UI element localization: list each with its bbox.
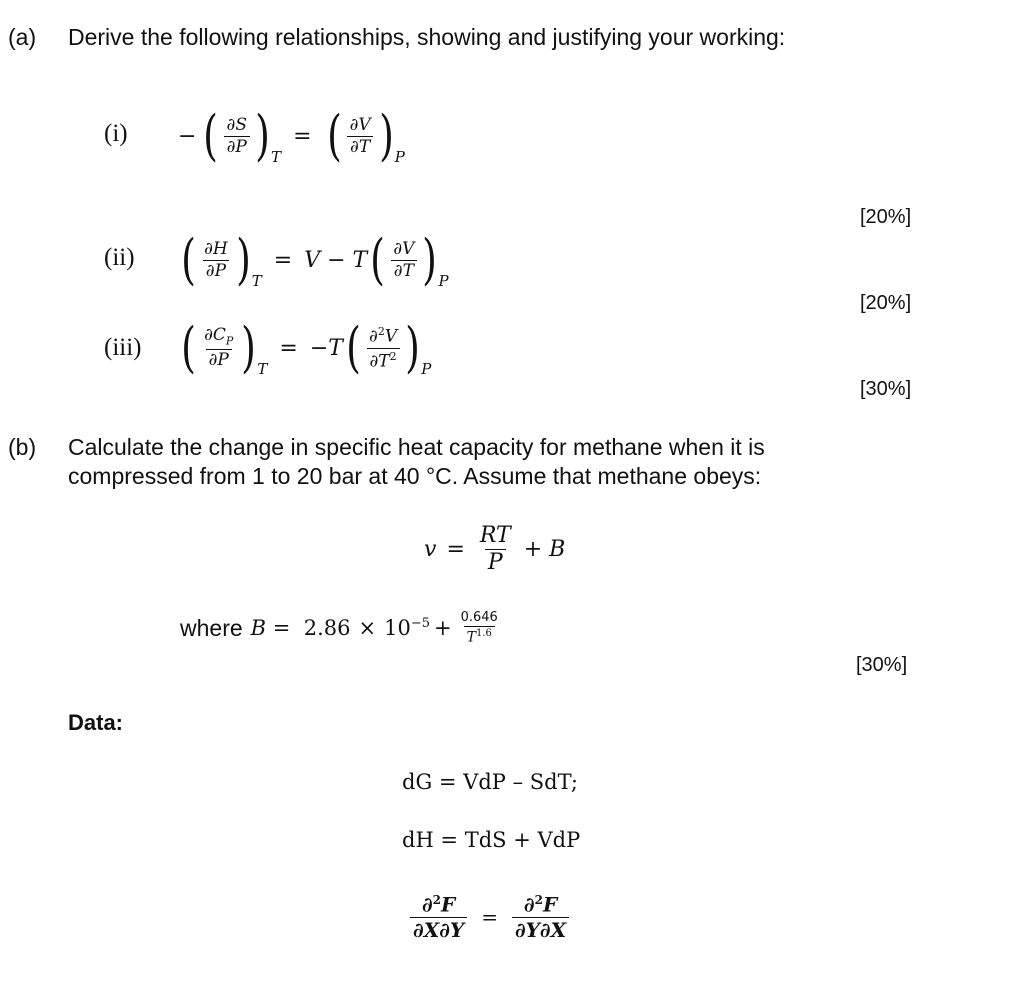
equation-iii: ( $\frac{\partial C_P}{\partial P}$ ) T = −T ( $\frac{\partial^2V}{\partial T^2}$ ) P <box>181 316 432 379</box>
item-i-label: (i) <box>104 120 128 147</box>
data-eq-enthalpy: dH = TdS + VdP <box>402 828 581 852</box>
data-eq-gibbs: dG = VdP – SdT; <box>402 770 578 794</box>
b-numerator: 0.646 <box>460 610 498 626</box>
data-heading: Data: <box>68 710 124 735</box>
where-label: where <box>180 614 243 641</box>
part-a-label: (a) <box>8 24 37 50</box>
equation-ii: ( $\frac{\partial H}{\partial P}$ ) T = V − T ( $\frac{\partial V}{\partial T}$ ) P <box>181 228 449 291</box>
item-ii-label: (ii) <box>104 244 135 271</box>
marks-ii: [20%] <box>860 292 912 314</box>
b-exponent: 1.6 <box>475 628 492 640</box>
equation-of-state: v = $\frac{RT}{P}$ + B <box>424 522 566 575</box>
maxwell-symmetry-equation: $\frac{\partial^2F}{\partial X\partial Y}$ = $\frac{\partial^2F}{\partial Y\partial X}$ <box>408 882 571 952</box>
part-b-label: (b) <box>8 434 37 460</box>
item-iii-label: (iii) <box>104 334 142 361</box>
marks-b: [30%] <box>856 654 908 676</box>
equation-i: − ( $\frac{\partial S}{\partial P}$ ) T = ( $\frac{\partial V}{\partial T}$ ) P <box>178 104 405 167</box>
b-definition: where B = 2.86 × $10^{-5}$ + $\frac{0.646}{T^{1.6}}$ <box>180 604 503 652</box>
b-power: −5 <box>410 616 430 631</box>
part-b-text-line1: Calculate the change in specific heat capacity for methane when it is <box>68 434 765 460</box>
marks-iii: [30%] <box>860 378 912 400</box>
part-a-instruction: Derive the following relationships, showing and justifying your working: <box>68 24 786 50</box>
marks-i: [20%] <box>860 206 912 228</box>
b-constant: 2.86 <box>303 616 351 640</box>
part-b-text-line2: compressed from 1 to 20 bar at 40 °C. Assume that methane obeys: <box>68 463 762 489</box>
